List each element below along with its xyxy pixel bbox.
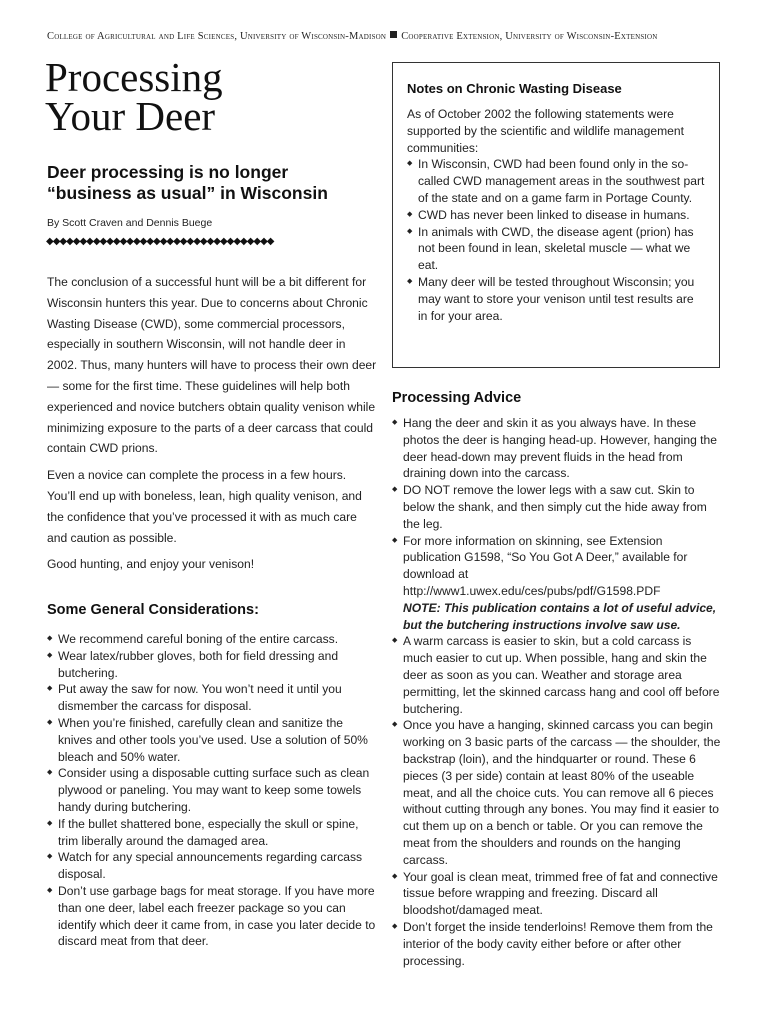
- list-item: ◆ We recommend careful boning of the entire carcass.: [47, 631, 377, 648]
- general-considerations-list: [47, 631, 377, 950]
- byline: By Scott Craven and Dennis Buege: [47, 217, 213, 229]
- cwd-notes-intro: As of October 2002 the following statements were supported by the scientific and wildlife management communities:: [407, 107, 684, 155]
- list-item: [392, 533, 722, 634]
- list-item: ◆ Don’t forget the inside tenderloins! Remove them from the interior of the body cavity either before or after other processing.: [392, 919, 722, 969]
- intro-paragraph-2: Even a novice can complete the process in a few hours. You’ll end up with boneless, lean, high quality venison, and the confidence that you’ve processed it with as much care and caution as possible.: [47, 468, 362, 545]
- processing-advice-heading: Processing Advice: [392, 390, 522, 406]
- title-line-1: Processing: [45, 54, 223, 100]
- list-item: ◆ Hang the deer and skin it as you always have. In these photos the deer is hanging head-up. However, hanging the deer head-down may prevent fluids in the head from draining down into the carcass.: [392, 415, 722, 482]
- list-item: ◆ DO NOT remove the lower legs with a saw cut. Skin to below the shank, and then simply cut the hide away from the leg.: [392, 482, 722, 532]
- list-item: ◆ Put away the saw for now. You won’t need it until you dismember the carcass for disposal.: [47, 681, 377, 715]
- list-item: ◆ If the bullet shattered bone, especially the skull or spine, trim liberally around the damaged area.: [47, 816, 377, 850]
- intro-paragraph-3: Good hunting, and enjoy your venison!: [47, 557, 255, 572]
- list-item: ◆ Consider using a disposable cutting surface such as clean plywood or paneling. You may want to keep some towels handy during butchering.: [47, 765, 377, 815]
- cwd-notes-box: [392, 62, 720, 368]
- list-item: ◆ In animals with CWD, the disease agent (prion) has not been found in lean, skeletal muscle — what we eat.: [407, 224, 705, 274]
- saw-use-note: NOTE: This publication contains a lot of useful advice, but the butchering instructions involve saw use.: [403, 600, 717, 632]
- cwd-notes-heading: Notes on Chronic Wasting Disease: [407, 81, 622, 96]
- list-item: ◆ Many deer will be tested throughout Wisconsin; you may want to store your venison until test results are in for your area.: [407, 274, 705, 324]
- subtitle: [47, 162, 367, 204]
- cwd-notes-list: [407, 156, 705, 324]
- general-considerations-heading: Some General Considerations:: [47, 602, 259, 618]
- masthead-right: Cooperative Extension, University of Wisconsin-Extension: [401, 31, 658, 42]
- title-line-2: Your Deer: [45, 93, 216, 139]
- list-item: ◆ A warm carcass is easier to skin, but a cold carcass is much easier to cut up. When possible, hang and skin the deer as soon as you can. Weather and storage area permitting, let the skinned carcass hang and cool off before butchering.: [392, 633, 722, 717]
- skinning-info-text: For more information on skinning, see Extension publication G1598, “So You Got A Deer,” available for download at http://www1.uwex.edu/ces/pubs/pdf/G1598.PDF: [403, 533, 688, 598]
- page-title: [45, 54, 365, 139]
- list-item: ◆ When you’re finished, carefully clean and sanitize the knives and other tools you’ve used. Use a solution of 50% bleach and 50% water.: [47, 715, 377, 765]
- list-item: ◆ Once you have a hanging, skinned carcass you can begin working on 3 basic parts of the carcass — the shoulder, the backstrap (loin), and the hindquarter or round. These 6 pieces (3 per side) contain at least 80% of the useable meat, and all the choice cuts. You can remove all 6 pieces without cutting through any bones. You may find it easier to cut them up on a bench or table. Or you can remove the meat from the shoulders and rounds on the hanging carcass.: [392, 717, 722, 868]
- subtitle-line-1: Deer processing is no longer: [47, 162, 289, 182]
- list-item: ◆ Don’t use garbage bags for meat storage. If you have more than one deer, label each freezer package so you can identify which deer it came from, in case you later decide to discard meat from that deer.: [47, 883, 377, 950]
- masthead: [47, 31, 727, 42]
- processing-advice-list: [392, 415, 722, 969]
- list-item: ◆ Watch for any special announcements regarding carcass disposal.: [47, 849, 377, 883]
- list-item: ◆ CWD has never been linked to disease in humans.: [407, 207, 705, 224]
- intro-paragraph-1: The conclusion of a successful hunt will be a bit different for Wisconsin hunters this year. Due to concerns about Chronic Wasting Disease (CWD), some commercial processors, especially in southern Wisconsin, will not handle deer in 2002. Thus, many hunters will have to process their own deer — some for the first time. These guidelines will help both experienced and novice butchers obtain quality venison while minimizing exposure to the parts of a deer carcass that could contain CWD prions.: [47, 275, 377, 456]
- diamond-divider: ◆◆◆◆◆◆◆◆◆◆◆◆◆◆◆◆◆◆◆◆◆◆◆◆◆◆◆◆◆◆◆◆◆◆: [46, 236, 274, 247]
- list-item: ◆ Your goal is clean meat, trimmed free of fat and connective tissue before wrapping and freezing. Discard all bloodshot/damaged meat.: [392, 869, 722, 919]
- subtitle-line-2: “business as usual” in Wisconsin: [47, 183, 328, 203]
- masthead-left: College of Agricultural and Life Sciences, University of Wisconsin-Madison: [47, 31, 387, 42]
- list-item: ◆ In Wisconsin, CWD had been found only in the so-called CWD management areas in the southwest part of the state and on a game farm in Portage County.: [407, 156, 705, 206]
- intro-text: [47, 272, 377, 581]
- list-item: ◆ Wear latex/rubber gloves, both for field dressing and butchering.: [47, 648, 377, 682]
- square-bullet-icon: [390, 31, 397, 38]
